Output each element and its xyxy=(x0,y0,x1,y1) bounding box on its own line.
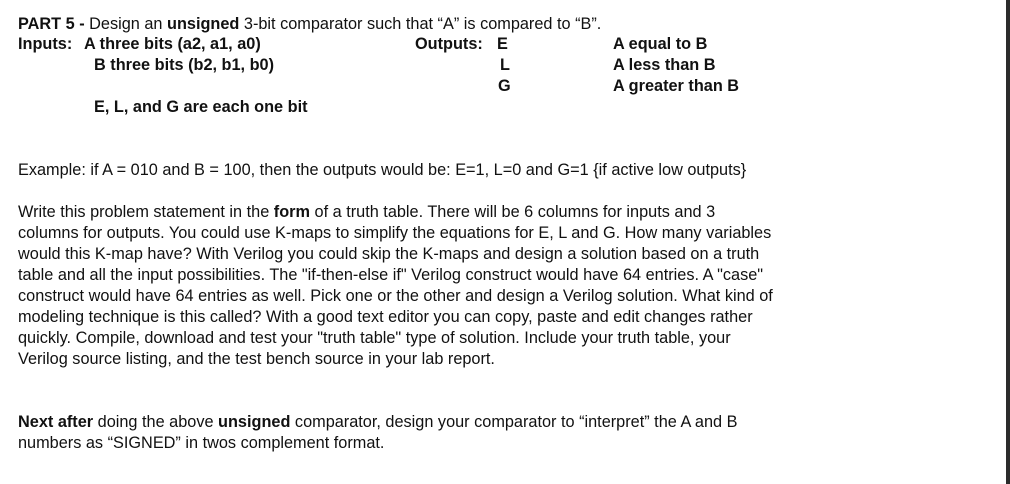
next-line-1-text: doing the above xyxy=(93,413,219,431)
example-text: Example: if A = 010 and B = 100, then the outputs would be: E=1, L=0 and G=1 {if active low outputs} xyxy=(18,161,747,179)
body-line-1-end: of a truth table. There will be 6 columns for inputs and 3 xyxy=(309,203,716,221)
body-line-4: table and all the input possibilities. The "if-then-else if" Verilog construct would have 64 entries. A "case" xyxy=(18,266,764,284)
body-line-8: Verilog source listing, and the test bench source in your lab report. xyxy=(18,350,495,368)
part-heading-line xyxy=(18,14,601,34)
unsigned-emphasis-2: unsigned xyxy=(218,413,291,431)
output-l: L xyxy=(500,56,510,74)
input-a-desc: A three bits (a2, a1, a0) xyxy=(84,35,261,53)
bits-note: E, L, and G are each one bit xyxy=(94,98,308,116)
output-e: E xyxy=(497,35,508,53)
inputs-label: Inputs: xyxy=(18,35,73,53)
body-line-3: would this K-map have? With Verilog you could skip the K-maps and design a solution based on a truth xyxy=(18,245,760,263)
next-line-1-end: comparator, design your comparator to “interpret” the A and B xyxy=(290,413,738,431)
page-edge-divider xyxy=(1006,0,1010,484)
next-after-emphasis: Next after xyxy=(18,413,94,431)
intro-text-end: 3-bit comparator such that “A” is compared to “B”. xyxy=(239,15,602,33)
next-line-2: numbers as “SIGNED” in twos complement format. xyxy=(18,434,385,452)
output-g: G xyxy=(498,77,511,95)
body-line-5: construct would have 64 entries as well. Pick one or the other and design a Verilog solution. What kind of xyxy=(18,287,773,305)
body-line-1 xyxy=(18,202,715,223)
output-l-desc: A less than B xyxy=(613,56,716,74)
body-line-2: columns for outputs. You could use K-maps to simplify the equations for E, L and G. How many variables xyxy=(18,224,772,242)
intro-text: Design an xyxy=(84,15,168,33)
outputs-label: Outputs: xyxy=(415,35,483,53)
form-emphasis: form xyxy=(273,203,310,221)
part-label: PART 5 - xyxy=(18,15,85,33)
body-line-1-start: Write this problem statement in the xyxy=(18,203,274,221)
body-line-6: modeling technique is this called? With a good text editor you can copy, paste and edit changes rather xyxy=(18,308,753,326)
output-g-desc: A greater than B xyxy=(613,77,740,95)
body-line-7: quickly. Compile, download and test your "truth table" type of solution. Include your truth table, your xyxy=(18,329,731,347)
unsigned-emphasis: unsigned xyxy=(167,15,240,33)
output-e-desc: A equal to B xyxy=(613,35,708,53)
next-line-1 xyxy=(18,412,737,433)
input-b-desc: B three bits (b2, b1, b0) xyxy=(94,56,275,74)
